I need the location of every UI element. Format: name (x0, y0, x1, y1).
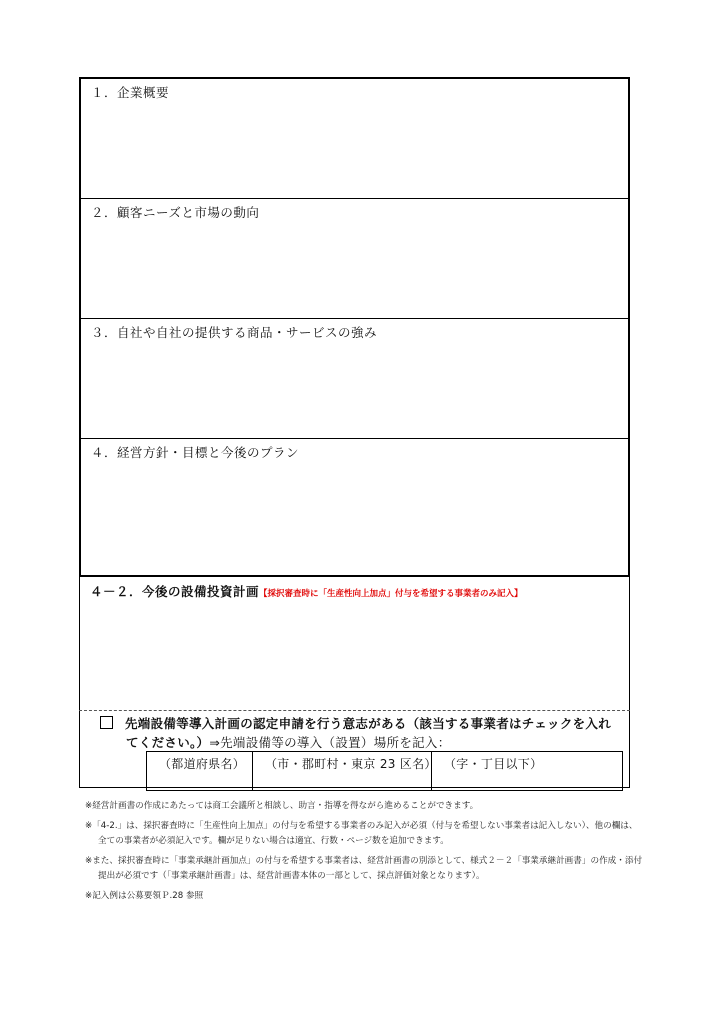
business-plan-form (79, 77, 630, 788)
footnote: ※記入例は公募要領Ｐ.28 参照 (85, 890, 204, 901)
footnote: ※経営計画書の作成にあたっては商工会議所と相談し、助言・指導を得ながら進めることができます。 (85, 801, 479, 811)
city-field[interactable]: （市・郡町村・東京 23 区名） (253, 752, 432, 790)
location-table (146, 751, 623, 791)
investment-red-note: 【採択審査時に「生産性向上加点」付与を希望する事業者のみ記入】 (259, 589, 523, 599)
section-heading: ３．自社や自社の提供する商品・サービスの強み (91, 325, 378, 340)
footnotes (85, 799, 645, 908)
section-heading: １．企業概要 (91, 85, 170, 100)
location-instruction: てください。）⇒先端設備等の導入（設置）場所を記入： (126, 735, 451, 750)
section-investment-plan[interactable] (79, 577, 630, 710)
main-sections-box (79, 77, 630, 577)
section-customer-needs[interactable] (81, 199, 628, 319)
section-strengths[interactable] (81, 319, 628, 439)
street-field[interactable]: （字・丁目以下） (444, 757, 543, 771)
advanced-equipment-checkbox[interactable] (100, 716, 113, 729)
section-company-overview[interactable] (81, 79, 628, 199)
advanced-checkbox-row (100, 714, 611, 732)
investment-heading: ４－２．今後の設備投資計画【採択審査時に「生産性向上加点」付与を希望する事業者のみ記入】 (90, 584, 523, 599)
footnote: ※「4-2.」は、採択審査時に「生産性向上加点」の付与を希望する事業者のみ記入が必須（付与を希望しない事業者は記入しない）、他の欄は、全ての事業者が必須記入です。欄が足りない場合は適宜、行数・ページ数を追加できます。 (85, 820, 638, 846)
section-management-plan[interactable] (81, 439, 628, 575)
section-heading: ２．顧客ニーズと市場の動向 (91, 205, 260, 220)
prefecture-field[interactable]: （都道府県名） (147, 752, 253, 790)
checkbox-label: 先端設備等導入計画の認定申請を行う意志がある（該当する事業者はチェックを入れ (125, 716, 612, 731)
advanced-equipment-area (79, 711, 630, 788)
section-heading: ４．経営方針・目標と今後のプラン (91, 445, 300, 460)
footnote: ※また、採択審査時に「事業承継計画加点」の付与を希望する事業者は、経営計画書の別添として、様式２－２「事業承継計画書」の作成・添付提出が必須です（「事業承継計画書」は、経営計画書本体の一部として、採点評価対象となります）。 (85, 855, 643, 881)
